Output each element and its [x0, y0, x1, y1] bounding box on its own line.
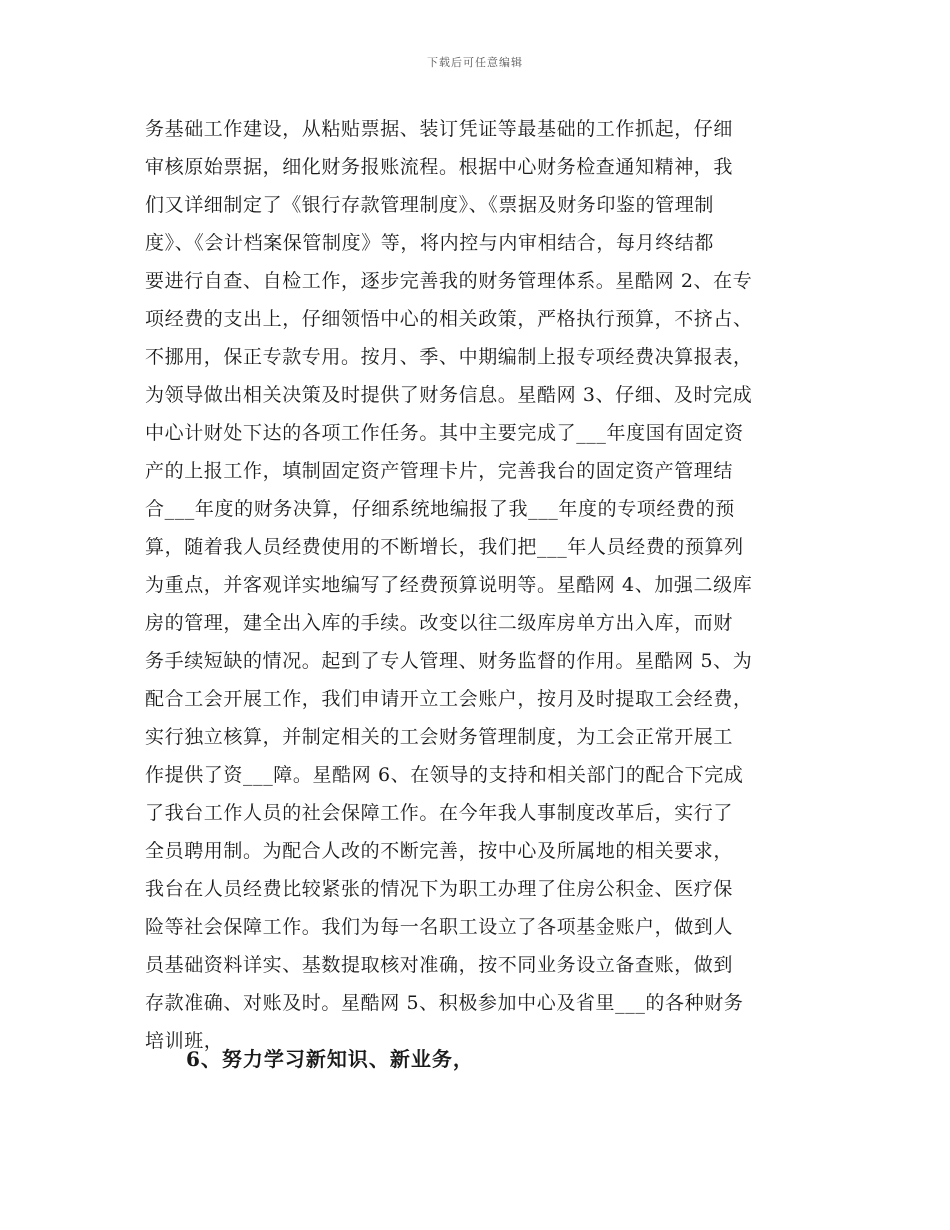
body-line: 合___年度的财务决算，仔细系统地编报了我___年度的专项经费的预	[145, 498, 735, 520]
body-line: 要进行自查、自检工作，逐步完善我的财务管理体系。星酷网 2、在专	[145, 270, 753, 292]
body-line: 务手续短缺的情况。起到了专人管理、财务监督的作用。星酷网 5、为	[145, 650, 753, 672]
body-line: 险等社会保障工作。我们为每一名职工设立了各项基金账户，做到人	[145, 916, 734, 938]
document-body	[145, 110, 825, 1060]
body-line: 全员聘用制。为配合人改的不断完善，按中心及所属地的相关要求，	[145, 840, 734, 862]
body-line: 审核原始票据，细化财务报账流程。根据中心财务检查通知精神，我	[145, 156, 734, 178]
body-line: 产的上报工作，填制固定资产管理卡片，完善我台的固定资产管理结	[145, 460, 734, 482]
body-line: 房的管理，建全出入库的手续。改变以往二级库房单方出入库，而财	[145, 612, 734, 634]
page-header: 下载后可任意编辑	[427, 56, 523, 69]
body-line: 算，随着我人员经费使用的不断增长，我们把___年人员经费的预算列	[145, 536, 744, 558]
body-line: 不挪用，保正专款专用。按月、季、中期编制上报专项经费决算报表，	[145, 346, 753, 368]
body-line: 项经费的支出上，仔细领悟中心的相关政策，严格执行预算，不挤占、	[145, 308, 753, 330]
body-line: 了我台工作人员的社会保障工作。在今年我人事制度改革后，实行了	[145, 802, 734, 824]
body-line: 务基础工作建设，从粘贴票据、装订凭证等最基础的工作抓起，仔细	[145, 118, 734, 140]
body-line: 度》、《会计档案保管制度》等，将内控与内审相结合，每月终结都	[145, 232, 715, 254]
body-line: 存款准确、对账及时。星酷网 5、积极参加中心及省里___的各种财务	[145, 992, 744, 1014]
body-line: 我台在人员经费比较紧张的情况下为职工办理了住房公积金、医疗保	[145, 878, 734, 900]
body-line: 员基础资料详实、基数提取核对准确，按不同业务设立备查账，做到	[145, 954, 734, 976]
body-line: 为领导做出相关决策及时提供了财务信息。星酷网 3、仔细、及时完成	[145, 384, 753, 406]
section-heading: 6、努力学习新知识、新业务，	[186, 1047, 474, 1071]
body-line: 实行独立核算，并制定相关的工会财务管理制度，为工会正常开展工	[145, 726, 734, 748]
body-line: 为重点，并客观详实地编写了经费预算说明等。星酷网 4、加强二级库	[145, 574, 753, 596]
body-line: 们又详细制定了《银行存款管理制度》、《票据及财务印鉴的管理制	[145, 194, 715, 216]
body-line: 作提供了资___障。星酷网 6、在领导的支持和相关部门的配合下完成	[145, 764, 744, 786]
body-line: 培训班，	[145, 1030, 224, 1052]
body-line: 中心计财处下达的各项工作任务。其中主要完成了___年度国有固定资	[145, 422, 744, 444]
body-line: 配合工会开展工作，我们申请开立工会账户，按月及时提取工会经费，	[145, 688, 753, 710]
